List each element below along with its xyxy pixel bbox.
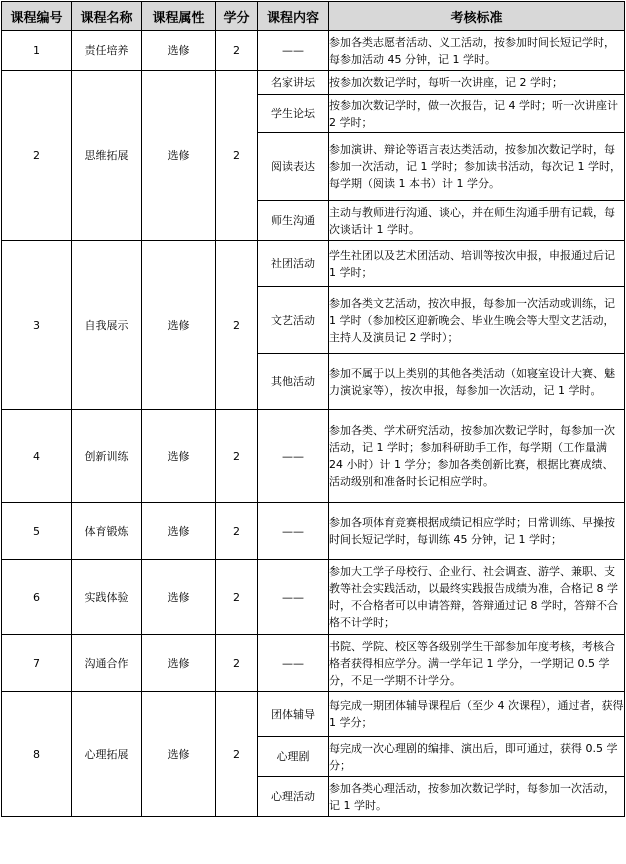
course-content-cell: 学生论坛 — [258, 95, 329, 133]
credit-cell: 2 — [216, 31, 258, 71]
course-id-cell: 7 — [2, 635, 72, 692]
course-content-cell: 其他活动 — [258, 354, 329, 410]
credit-cell: 2 — [216, 71, 258, 241]
course-content-cell: 阅读表达 — [258, 133, 329, 201]
course-name-cell: 沟通合作 — [72, 635, 142, 692]
table-row — [2, 503, 625, 560]
course-name-cell: 实践体验 — [72, 560, 142, 635]
table-row — [2, 692, 625, 737]
header-course-type: 课程属性 — [142, 2, 216, 31]
credit-cell: 2 — [216, 692, 258, 817]
assessment-standard-cell: 每完成一次心理剧的编排、演出后，即可通过，获得 0.5 学分； — [329, 737, 625, 777]
course-content-cell: 心理活动 — [258, 777, 329, 817]
header-assessment-standard: 考核标准 — [329, 2, 625, 31]
course-id-cell: 8 — [2, 692, 72, 817]
course-assessment-table — [1, 1, 625, 817]
course-content-cell: 名家讲坛 — [258, 71, 329, 95]
course-name-cell: 思维拓展 — [72, 71, 142, 241]
course-id-cell: 6 — [2, 560, 72, 635]
table-row — [2, 241, 625, 287]
course-type-cell: 选修 — [142, 410, 216, 503]
course-type-cell: 选修 — [142, 560, 216, 635]
assessment-standard-cell: 参加各类心理活动，按参加次数记学时，每参加一次活动，记 1 学时。 — [329, 777, 625, 817]
course-type-cell: 选修 — [142, 71, 216, 241]
credit-cell: 2 — [216, 635, 258, 692]
table-row — [2, 560, 625, 635]
assessment-standard-cell: 参加各类志愿者活动、义工活动，按参加时间长短记学时，每参加活动 45 分钟，记 1 学时。 — [329, 31, 625, 71]
course-id-cell: 2 — [2, 71, 72, 241]
course-content-cell: 社团活动 — [258, 241, 329, 287]
course-content-cell: —— — [258, 503, 329, 560]
assessment-standard-cell: 按参加次数记学时，做一次报告，记 4 学时；听一次讲座计 2 学时； — [329, 95, 625, 133]
course-type-cell: 选修 — [142, 31, 216, 71]
table-row — [2, 31, 625, 71]
assessment-standard-cell: 按参加次数记学时，每听一次讲座，记 2 学时； — [329, 71, 625, 95]
table-body — [2, 31, 625, 817]
course-content-cell: —— — [258, 31, 329, 71]
table-row — [2, 410, 625, 503]
course-content-cell: 团体辅导 — [258, 692, 329, 737]
table-row — [2, 635, 625, 692]
course-content-cell: 文艺活动 — [258, 287, 329, 354]
course-content-cell: 心理剧 — [258, 737, 329, 777]
header-course-name: 课程名称 — [72, 2, 142, 31]
course-type-cell: 选修 — [142, 503, 216, 560]
assessment-standard-cell: 参加演讲、辩论等语言表达类活动，按参加次数记学时，每参加一次活动，记 1 学时；参加读书活动，每次记 1 学时，每学期（阅读 1 本书）计 1 学分。 — [329, 133, 625, 201]
course-type-cell: 选修 — [142, 692, 216, 817]
course-name-cell: 心理拓展 — [72, 692, 142, 817]
header-row — [2, 2, 625, 31]
course-name-cell: 自我展示 — [72, 241, 142, 410]
assessment-standard-cell: 学生社团以及艺术团活动、培训等按次申报，申报通过后记 1 学时； — [329, 241, 625, 287]
assessment-standard-cell: 参加各项体育竞赛根据成绩记相应学时；日常训练、早操按时间长短记学时，每训练 45 分钟，记 1 学时； — [329, 503, 625, 560]
credit-cell: 2 — [216, 560, 258, 635]
assessment-standard-cell: 每完成一期团体辅导课程后（至少 4 次课程），通过者，获得 1 学分； — [329, 692, 625, 737]
course-content-cell: —— — [258, 410, 329, 503]
course-id-cell: 1 — [2, 31, 72, 71]
assessment-standard-cell: 参加各类、学术研究活动，按参加次数记学时，每参加一次活动，记 1 学时；参加科研助手工作，每学期（工作量满 24 小时）计 1 学分；参加各类创新比赛，根据比赛成绩、活动级别和准备时长记相应学时。 — [329, 410, 625, 503]
course-name-cell: 体育锻炼 — [72, 503, 142, 560]
assessment-standard-cell: 参加不属于以上类别的其他各类活动（如寝室设计大赛、魅力演说家等），按次申报，每参加一次活动，记 1 学时。 — [329, 354, 625, 410]
credit-cell: 2 — [216, 410, 258, 503]
course-type-cell: 选修 — [142, 635, 216, 692]
assessment-standard-cell: 书院、学院、校区等各级别学生干部参加年度考核，考核合格者获得相应学分。满一学年记 1 学分，一学期记 0.5 学分，不足一学期不计学分。 — [329, 635, 625, 692]
header-course-content: 课程内容 — [258, 2, 329, 31]
course-id-cell: 3 — [2, 241, 72, 410]
header-credit: 学分 — [216, 2, 258, 31]
course-id-cell: 4 — [2, 410, 72, 503]
assessment-standard-cell: 参加各类文艺活动，按次申报，每参加一次活动或训练，记 1 学时（参加校区迎新晚会、毕业生晚会等大型文艺活动，主持人及演员记 2 学时）； — [329, 287, 625, 354]
assessment-standard-cell: 参加大工学子母校行、企业行、社会调查、游学、兼职、支教等社会实践活动，以最终实践报告成绩为准，合格记 8 学时，不合格者可以申请答辩，答辩通过记 8 学时，答辩不合格不计学时； — [329, 560, 625, 635]
header-course-id: 课程编号 — [2, 2, 72, 31]
assessment-standard-cell: 主动与教师进行沟通、谈心，并在师生沟通手册有记载，每次谈话计 1 学时。 — [329, 201, 625, 241]
course-content-cell: —— — [258, 635, 329, 692]
course-name-cell: 创新训练 — [72, 410, 142, 503]
course-id-cell: 5 — [2, 503, 72, 560]
course-content-cell: —— — [258, 560, 329, 635]
credit-cell: 2 — [216, 503, 258, 560]
course-type-cell: 选修 — [142, 241, 216, 410]
course-content-cell: 师生沟通 — [258, 201, 329, 241]
table-row — [2, 71, 625, 95]
credit-cell: 2 — [216, 241, 258, 410]
course-name-cell: 责任培养 — [72, 31, 142, 71]
